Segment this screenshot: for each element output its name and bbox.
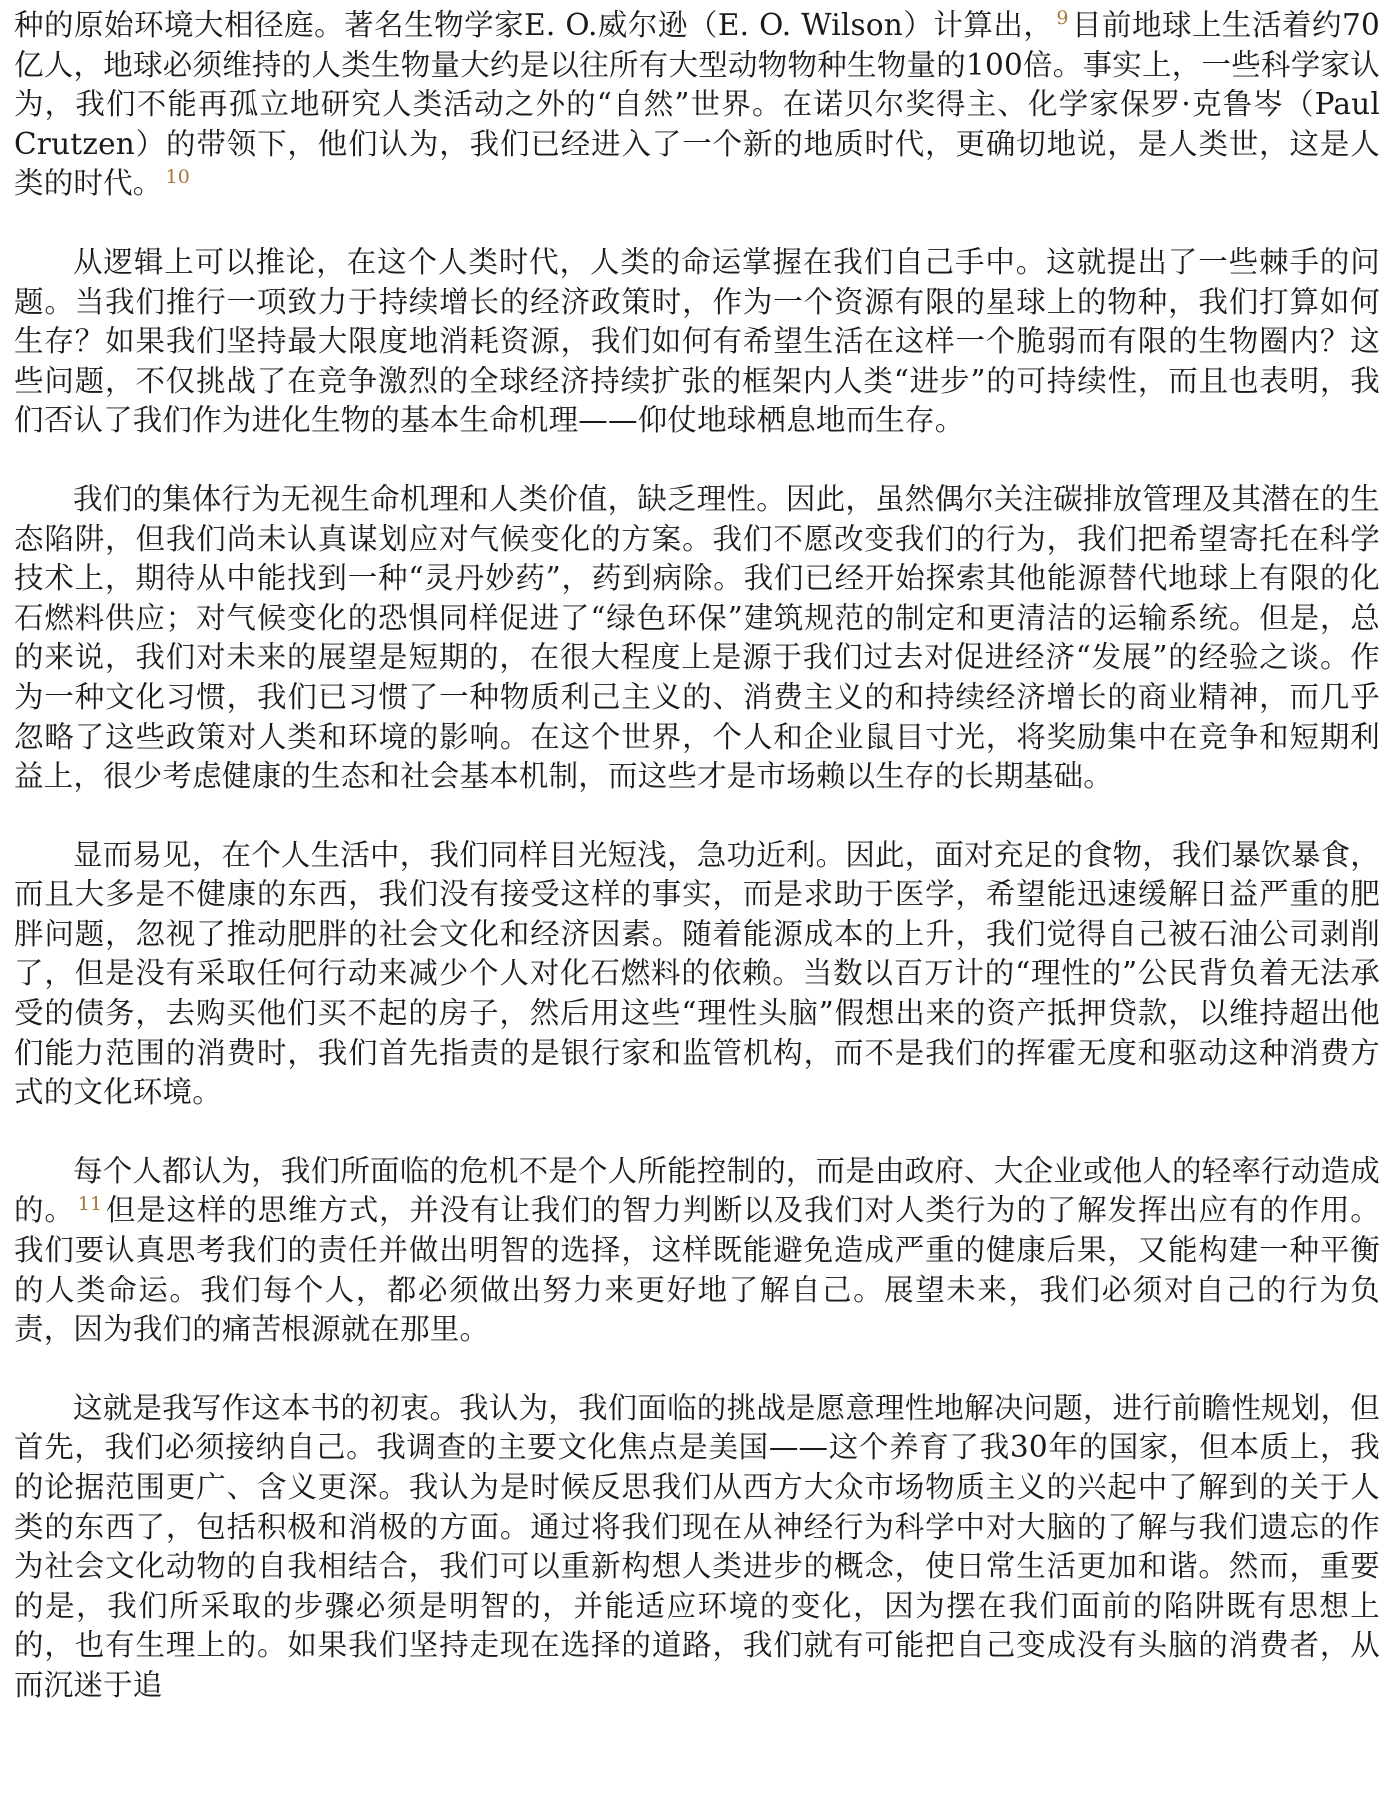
- paragraph-1: [14, 6, 1380, 204]
- footnote-marker-9[interactable]: 9: [1056, 7, 1069, 30]
- paragraph-4: [14, 836, 1380, 1113]
- paragraph-text: 每个人都认为，我们所面临的危机不是个人所能控制的，而是由政府、大企业或他人的轻率行动造成的。: [14, 1153, 1380, 1228]
- paragraph-text: 种的原始环境大相径庭。著名生物学家E. O.威尔逊（E. O. Wilson）计算出，: [14, 8, 1054, 42]
- paragraph-3: [14, 480, 1380, 797]
- paragraph-6: [14, 1389, 1380, 1706]
- paragraph-text: 从逻辑上可以推论，在这个人类时代，人类的命运掌握在我们自己手中。这就提出了一些棘手的问题。当我们推行一项致力于持续增长的经济政策时，作为一个资源有限的星球上的物种，我们打算如何生存？如果我们坚持最大限度地消耗资源，我们如何有希望生活在这样一个脆弱而有限的生物圈内？这些问题，不仅挑战了在竞争激烈的全球经济持续扩张的框架内人类“进步”的可持续性，而且也表明，我们否认了我们作为进化生物的基本生命机理——仰仗地球栖息地而生存。: [14, 244, 1380, 438]
- document-page: [14, 6, 1380, 1706]
- footnote-marker-11[interactable]: 11: [77, 1192, 103, 1215]
- paragraph-text: 显而易见，在个人生活中，我们同样目光短浅，急功近利。因此，面对充足的食物，我们暴饮暴食，而且大多是不健康的东西，我们没有接受这样的事实，而是求助于医学，希望能迅速缓解日益严重的肥胖问题，忽视了推动肥胖的社会文化和经济因素。随着能源成本的上升，我们觉得自己被石油公司剥削了，但是没有采取任何行动来减少个人对化石燃料的依赖。当数以百万计的“理性的”公民背负着无法承受的债务，去购买他们买不起的房子，然后用这些“理性头脑”假想出来的资产抵押贷款，以维持超出他们能力范围的消费时，我们首先指责的是银行家和监管机构，而不是我们的挥霍无度和驱动这种消费方式的文化环境。: [14, 837, 1380, 1110]
- footnote-marker-10[interactable]: 10: [165, 165, 191, 188]
- paragraph-text: 我们的集体行为无视生命机理和人类价值，缺乏理性。因此，虽然偶尔关注碳排放管理及其潜在的生态陷阱，但我们尚未认真谋划应对气候变化的方案。我们不愿改变我们的行为，我们把希望寄托在科学技术上，期待从中能找到一种“灵丹妙药”，药到病除。我们已经开始探索其他能源替代地球上有限的化石燃料供应；对气候变化的恐惧同样促进了“绿色环保”建筑规范的制定和更清洁的运输系统。但是，总的来说，我们对未来的展望是短期的，在很大程度上是源于我们过去对促进经济“发展”的经验之谈。作为一种文化习惯，我们已习惯了一种物质利己主义的、消费主义的和持续经济增长的商业精神，而几乎忽略了这些政策对人类和环境的影响。在这个世界，个人和企业鼠目寸光，将奖励集中在竞争和短期利益上，很少考虑健康的生态和社会基本机制，而这些才是市场赖以生存的长期基础。: [14, 481, 1380, 794]
- paragraph-5: [14, 1152, 1380, 1350]
- paragraph-2: [14, 243, 1380, 441]
- paragraph-text: 这就是我写作这本书的初衷。我认为，我们面临的挑战是愿意理性地解决问题，进行前瞻性规划，但首先，我们必须接纳自己。我调查的主要文化焦点是美国——这个养育了我30年的国家，但本质上，我的论据范围更广、含义更深。我认为是时候反思我们从西方大众市场物质主义的兴起中了解到的关于人类的东西了，包括积极和消极的方面。通过将我们现在从神经行为科学中对大脑的了解与我们遗忘的作为社会文化动物的自我相结合，我们可以重新构想人类进步的概念，使日常生活更加和谐。然而，重要的是，我们所采取的步骤必须是明智的，并能适应环境的变化，因为摆在我们面前的陷阱既有思想上的，也有生理上的。如果我们坚持走现在选择的道路，我们就有可能把自己变成没有头脑的消费者，从而沉迷于追: [14, 1390, 1380, 1702]
- paragraph-text: 但是这样的思维方式，并没有让我们的智力判断以及我们对人类行为的了解发挥出应有的作用。我们要认真思考我们的责任并做出明智的选择，这样既能避免造成严重的健康后果，又能构建一种平衡的人类命运。我们每个人，都必须做出努力来更好地了解自己。展望未来，我们必须对自己的行为负责，因为我们的痛苦根源就在那里。: [14, 1193, 1380, 1347]
- paragraph-text: 目前地球上生活着约70亿人，地球必须维持的人类生物量大约是以往所有大型动物物种生物量的100倍。事实上，一些科学家认为，我们不能再孤立地研究人类活动之外的“自然”世界。在诺贝尔奖得主、化学家保罗·克鲁岑（Paul Crutzen）的带领下，他们认为，我们已经进入了一个新的地质时代，更确切地说，是人类世，这是人类的时代。: [14, 8, 1380, 201]
